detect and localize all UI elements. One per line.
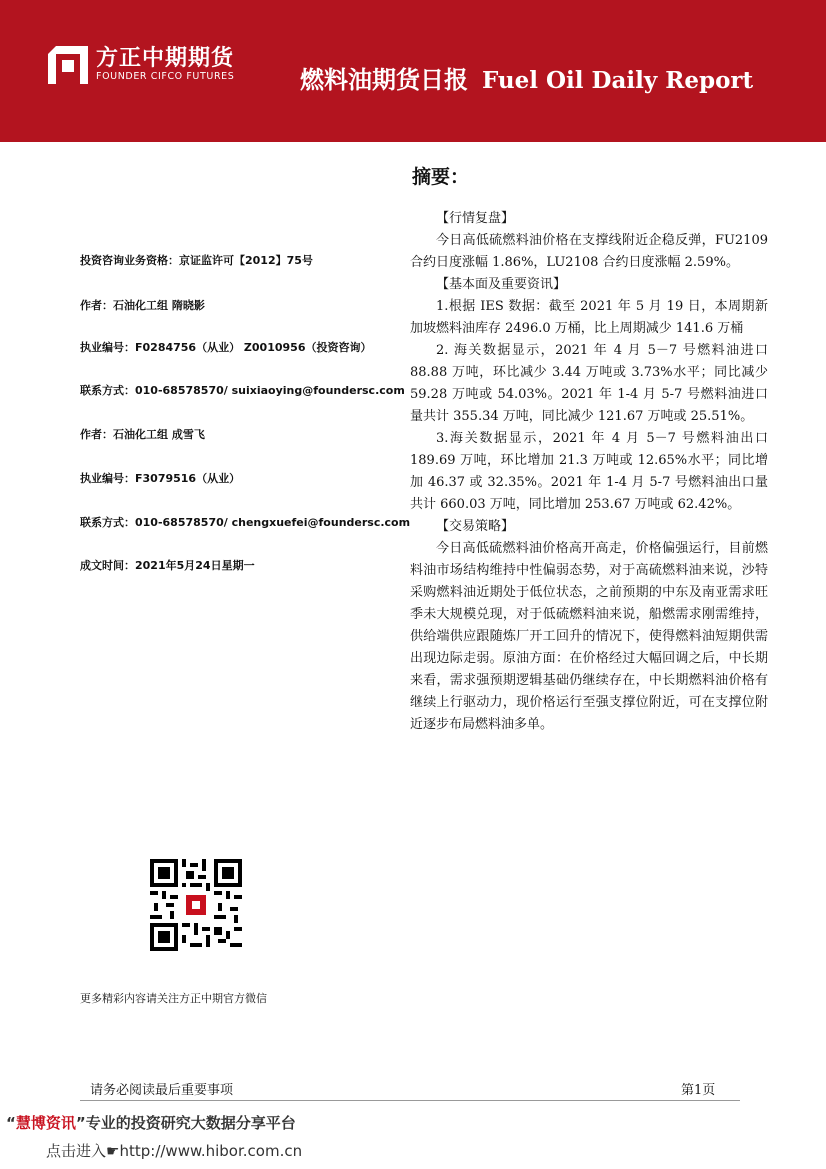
- abstract-title: 摘要：: [412, 166, 470, 188]
- report-header: [0, 0, 826, 142]
- report-title-en: Fuel Oil Daily Report: [482, 67, 754, 94]
- paragraph: 3.海关数据显示，2021 年 4 月 5－7 号燃料油出口 189.69 万吨，环比增加 21.3 万吨或 12.65%水平；同比增加 46.37 或 32.35%。2021 年 1-4 月 5-7 号燃料油出口量共计 660.03 万吨，同比增加 253.67 万吨或 62.42%。: [410, 431, 768, 512]
- qr-caption: 更多精彩内容请关注方正中期官方微信: [80, 992, 267, 1005]
- license-line: 执业编号：F3079516（从业）: [80, 472, 241, 485]
- promo-brand: 慧博资讯: [15, 1114, 76, 1132]
- section-heading-market-review: 【行情复盘】: [436, 211, 515, 226]
- disclaimer-notice: 请务必阅读最后重要事项: [90, 1083, 234, 1098]
- contact-line: 联系方式：010-68578570/ chengxuefei@foundersc.com: [80, 516, 411, 529]
- report-title-cn: 燃料油期货日报: [300, 66, 468, 94]
- author-line: 作者：石油化工组 隋晓影: [80, 299, 205, 312]
- section-heading-fundamentals: 【基本面及重要资讯】: [436, 277, 567, 292]
- quote-open: “: [6, 1114, 16, 1132]
- abstract-body: [410, 208, 768, 736]
- contact-line: 联系方式：010-68578570/ suixiaoying@foundersc.com: [80, 384, 405, 397]
- hibor-promo: [6, 1112, 296, 1133]
- date-line: 成文时间：2021年5月24日星期一: [80, 559, 255, 572]
- hibor-link-row[interactable]: [46, 1140, 302, 1161]
- author-line: 作者：石油化工组 成雪飞: [80, 428, 205, 441]
- paragraph: 1.根据 IES 数据：截至 2021 年 5 月 19 日，本周期新加坡燃料油库存 2496.0 万桶，比上周期减少 141.6 万桶: [410, 299, 768, 336]
- quote-close: ”: [75, 1114, 86, 1132]
- footer-divider: [80, 1100, 740, 1101]
- hibor-link[interactable]: http://www.hibor.com.cn: [119, 1142, 303, 1160]
- pointing-hand-icon: ☛: [106, 1142, 120, 1160]
- wechat-qr-code-icon: [150, 859, 242, 951]
- report-title: [300, 60, 753, 95]
- company-name-cn: 方正中期期货: [96, 46, 235, 71]
- qualification-line: 投资咨询业务资格：京证监许可【2012】75号: [80, 254, 313, 267]
- promo-tagline: 专业的投资研究大数据分享平台: [85, 1114, 296, 1132]
- founder-logo-icon: [48, 46, 88, 84]
- section-heading-strategy: 【交易策略】: [436, 519, 515, 534]
- page-number: 第1页: [681, 1083, 716, 1098]
- paragraph: 今日高低硫燃料油价格在支撑线附近企稳反弹，FU2109 合约日度涨幅 1.86%，LU2108 合约日度涨幅 2.59%。: [410, 233, 768, 270]
- paragraph: 今日高低硫燃料油价格高开高走，价格偏强运行，目前燃料油市场结构维持中性偏弱态势，对于高硫燃料油来说，沙特采购燃料油近期处于低位状态，之前预期的中东及南亚需求旺季未大规模兑现，对于低硫燃料油来说，船燃需求刚需维持，供给端供应跟随炼厂开工回升的情况下，使得燃料油短期供需出现边际走弱。原油方面：在价格经过大幅回调之后，中长期来看，需求强预期逻辑基础仍继续存在，中长期燃料油价格有继续上行驱动力，现价格运行至强支撑位附近，可在支撑位附近逐步布局燃料油多单。: [410, 541, 768, 732]
- paragraph: 2. 海关数据显示，2021 年 4 月 5－7 号燃料油进口 88.88 万吨，环比减少 3.44 万吨或 3.73%水平；同比减少 59.28 万吨或 54.03%。2021 年 1-4 月 5-7 号燃料油进口量共计 355.34 万吨，同比减少 121.67 万吨或 25.51%。: [410, 343, 768, 424]
- promo-link-prefix: 点击进入: [46, 1142, 107, 1160]
- company-name-en: FOUNDER CIFCO FUTURES: [96, 71, 235, 82]
- license-line: 执业编号：F0284756（从业） Z0010956（投资咨询）: [80, 341, 372, 354]
